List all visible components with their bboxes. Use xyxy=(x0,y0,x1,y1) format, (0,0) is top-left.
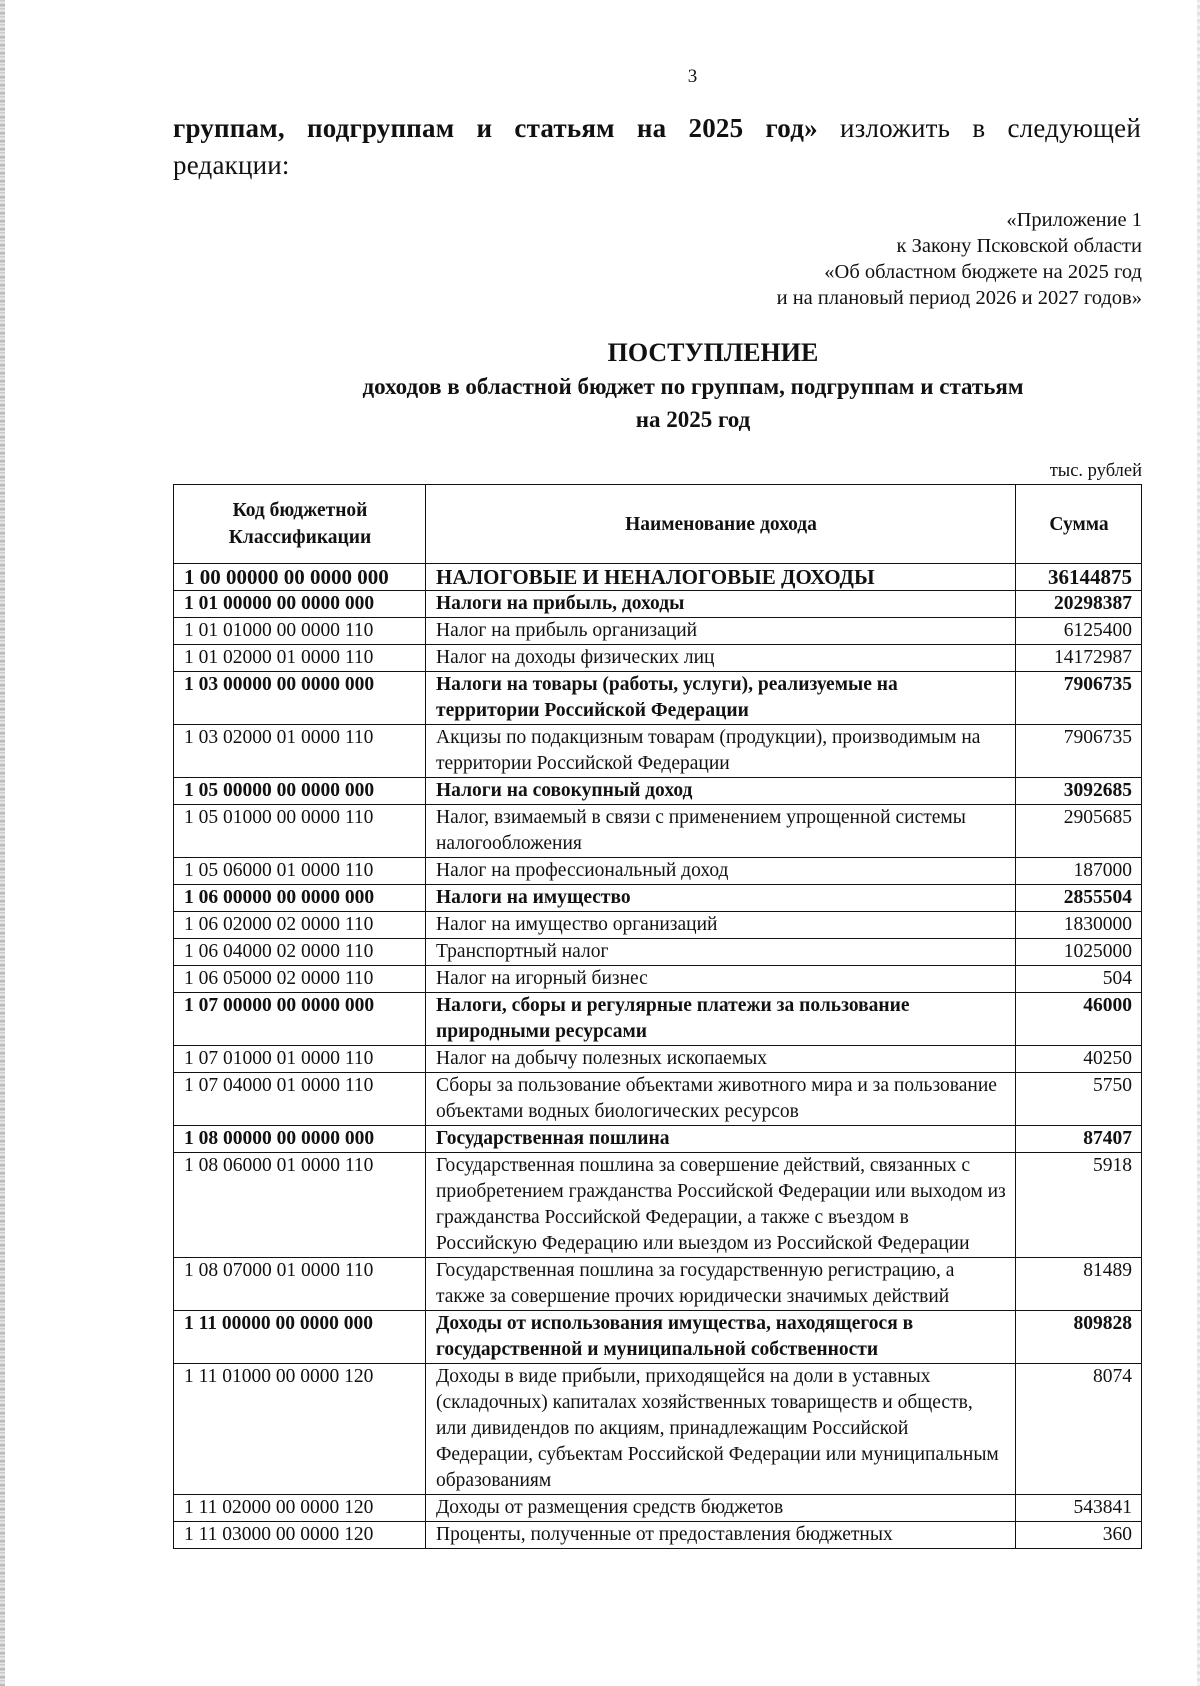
code-cell: 1 03 02000 01 0000 110 xyxy=(174,725,426,778)
name-cell: Государственная пошлина за совершение действий, связанных с приобретением гражданства Российской Федерации или выходом из гражданства Российской Федерации, а также с въездом в Российскую Федерацию или выездом из Российской Федерации xyxy=(426,1153,1016,1258)
page-number: 3 xyxy=(687,66,698,87)
intro-bold-text: группам, подгруппам и статьям на 2025 год» xyxy=(173,113,818,143)
name-cell: Налог на добычу полезных ископаемых xyxy=(426,1046,1016,1073)
code-cell: 1 08 07000 01 0000 110 xyxy=(174,1258,426,1311)
table-row xyxy=(174,966,1142,993)
table-row xyxy=(174,1364,1142,1495)
sum-cell: 5918 xyxy=(1016,1153,1142,1258)
appendix-line: и на плановый период 2026 и 2027 годов» xyxy=(776,287,1142,309)
name-cell: Сборы за пользование объектами животного мира и за пользование объектами водных биологических ресурсов xyxy=(426,1073,1016,1126)
table-row xyxy=(174,591,1142,618)
name-cell: Налоги на совокупный доход xyxy=(426,778,1016,805)
code-cell: 1 06 04000 02 0000 110 xyxy=(174,939,426,966)
sum-cell: 20298387 xyxy=(1016,591,1142,618)
intro-rest-text: изложить в следующей xyxy=(817,113,1141,143)
name-cell: Налог на профессиональный доход xyxy=(426,858,1016,885)
table-row xyxy=(174,1311,1142,1364)
scan-edge-artifact xyxy=(0,0,5,1686)
sum-cell: 809828 xyxy=(1016,1311,1142,1364)
table-body xyxy=(174,564,1142,1549)
code-cell: 1 11 01000 00 0000 120 xyxy=(174,1364,426,1495)
code-cell: 1 06 02000 02 0000 110 xyxy=(174,912,426,939)
intro-line-2: редакции: xyxy=(173,150,290,180)
name-cell: Налоги на товары (работы, услуги), реализуемые на территории Российской Федерации xyxy=(426,672,1016,725)
table-row xyxy=(174,805,1142,858)
table-row xyxy=(174,1495,1142,1522)
sum-cell: 36144875 xyxy=(1016,564,1142,591)
revenue-table xyxy=(173,484,1142,1549)
table-row xyxy=(174,858,1142,885)
table-row xyxy=(174,912,1142,939)
sum-cell: 81489 xyxy=(1016,1258,1142,1311)
table-row xyxy=(174,1258,1142,1311)
intro-paragraph xyxy=(173,110,1141,184)
appendix-line: к Закону Псковской области xyxy=(896,235,1142,257)
table-row xyxy=(174,778,1142,805)
name-cell: Налоги на прибыль, доходы xyxy=(426,591,1016,618)
sum-cell: 1025000 xyxy=(1016,939,1142,966)
name-cell: Налог, взимаемый в связи с применением упрощенной системы налогообложения xyxy=(426,805,1016,858)
sum-cell: 2905685 xyxy=(1016,805,1142,858)
sum-cell: 40250 xyxy=(1016,1046,1142,1073)
header-sum: Сумма xyxy=(1016,485,1142,564)
sum-cell: 543841 xyxy=(1016,1495,1142,1522)
name-cell: Проценты, полученные от предоставления бюджетных xyxy=(426,1522,1016,1549)
code-cell: 1 07 04000 01 0000 110 xyxy=(174,1073,426,1126)
sum-cell: 5750 xyxy=(1016,1073,1142,1126)
title-year: на 2025 год xyxy=(635,407,751,432)
code-cell: 1 03 00000 00 0000 000 xyxy=(174,672,426,725)
code-cell: 1 01 01000 00 0000 110 xyxy=(174,618,426,645)
name-cell: НАЛОГОВЫЕ И НЕНАЛОГОВЫЕ ДОХОДЫ xyxy=(426,564,1016,591)
appendix-line: «Об областном бюджете на 2025 год xyxy=(824,261,1142,283)
code-cell: 1 01 00000 00 0000 000 xyxy=(174,591,426,618)
units-label: тыс. рублей xyxy=(1049,461,1142,481)
table-row xyxy=(174,618,1142,645)
name-cell: Доходы в виде прибыли, приходящейся на доли в уставных (складочных) капиталах хозяйственных товариществ и обществ, или дивидендов по акциям, принадлежащим Российской Федерации, субъектам Российской Федерации или муниципальным образованиям xyxy=(426,1364,1016,1495)
table-row xyxy=(174,939,1142,966)
code-cell: 1 08 06000 01 0000 110 xyxy=(174,1153,426,1258)
sum-cell: 504 xyxy=(1016,966,1142,993)
name-cell: Налоги, сборы и регулярные платежи за пользование природными ресурсами xyxy=(426,993,1016,1046)
code-cell: 1 06 00000 00 0000 000 xyxy=(174,885,426,912)
name-cell: Налог на прибыль организаций xyxy=(426,618,1016,645)
sum-cell: 8074 xyxy=(1016,1364,1142,1495)
code-cell: 1 00 00000 00 0000 000 xyxy=(174,564,426,591)
table-row xyxy=(174,1126,1142,1153)
name-cell: Налоги на имущество xyxy=(426,885,1016,912)
name-cell: Налог на имущество организаций xyxy=(426,912,1016,939)
name-cell: Доходы от размещения средств бюджетов xyxy=(426,1495,1016,1522)
code-cell: 1 06 05000 02 0000 110 xyxy=(174,966,426,993)
table-row xyxy=(174,672,1142,725)
header-code: Код бюджетной Классификации xyxy=(174,485,426,564)
code-cell: 1 07 00000 00 0000 000 xyxy=(174,993,426,1046)
sum-cell: 3092685 xyxy=(1016,778,1142,805)
intro-line-1 xyxy=(173,110,1141,147)
name-cell: Государственная пошлина за государственную регистрацию, а также за совершение прочих юридически значимых действий xyxy=(426,1258,1016,1311)
sum-cell: 1830000 xyxy=(1016,912,1142,939)
table-row xyxy=(174,993,1142,1046)
title-subtitle: доходов в областной бюджет по группам, подгруппам и статьям xyxy=(362,374,1024,399)
appendix-line: «Приложение 1 xyxy=(1006,209,1142,231)
document-title xyxy=(173,336,1200,436)
code-cell: 1 11 03000 00 0000 120 xyxy=(174,1522,426,1549)
code-cell: 1 05 01000 00 0000 110 xyxy=(174,805,426,858)
code-cell: 1 11 02000 00 0000 120 xyxy=(174,1495,426,1522)
table-header-row xyxy=(174,485,1142,564)
code-cell: 1 07 01000 01 0000 110 xyxy=(174,1046,426,1073)
title-main: ПОСТУПЛЕНИЕ xyxy=(607,338,819,367)
table-row xyxy=(174,1073,1142,1126)
code-cell: 1 08 00000 00 0000 000 xyxy=(174,1126,426,1153)
table-row xyxy=(174,885,1142,912)
code-cell: 1 05 00000 00 0000 000 xyxy=(174,778,426,805)
sum-cell: 6125400 xyxy=(1016,618,1142,645)
name-cell: Акцизы по подакцизным товарам (продукции), производимым на территории Российской Федерации xyxy=(426,725,1016,778)
name-cell: Доходы от использования имущества, находящегося в государственной и муниципальной собственности xyxy=(426,1311,1016,1364)
sum-cell: 7906735 xyxy=(1016,725,1142,778)
sum-cell: 2855504 xyxy=(1016,885,1142,912)
sum-cell: 14172987 xyxy=(1016,645,1142,672)
sum-cell: 360 xyxy=(1016,1522,1142,1549)
sum-cell: 187000 xyxy=(1016,858,1142,885)
code-cell: 1 05 06000 01 0000 110 xyxy=(174,858,426,885)
table-row xyxy=(174,564,1142,591)
table-row xyxy=(174,1153,1142,1258)
sum-cell: 46000 xyxy=(1016,993,1142,1046)
appendix-reference xyxy=(777,207,1142,311)
name-cell: Транспортный налог xyxy=(426,939,1016,966)
code-cell: 1 01 02000 01 0000 110 xyxy=(174,645,426,672)
name-cell: Налог на игорный бизнес xyxy=(426,966,1016,993)
sum-cell: 87407 xyxy=(1016,1126,1142,1153)
table-row xyxy=(174,725,1142,778)
name-cell: Государственная пошлина xyxy=(426,1126,1016,1153)
sum-cell: 7906735 xyxy=(1016,672,1142,725)
code-cell: 1 11 00000 00 0000 000 xyxy=(174,1311,426,1364)
header-name: Наименование дохода xyxy=(426,485,1016,564)
name-cell: Налог на доходы физических лиц xyxy=(426,645,1016,672)
table-row xyxy=(174,1522,1142,1549)
table-row xyxy=(174,645,1142,672)
table-row xyxy=(174,1046,1142,1073)
